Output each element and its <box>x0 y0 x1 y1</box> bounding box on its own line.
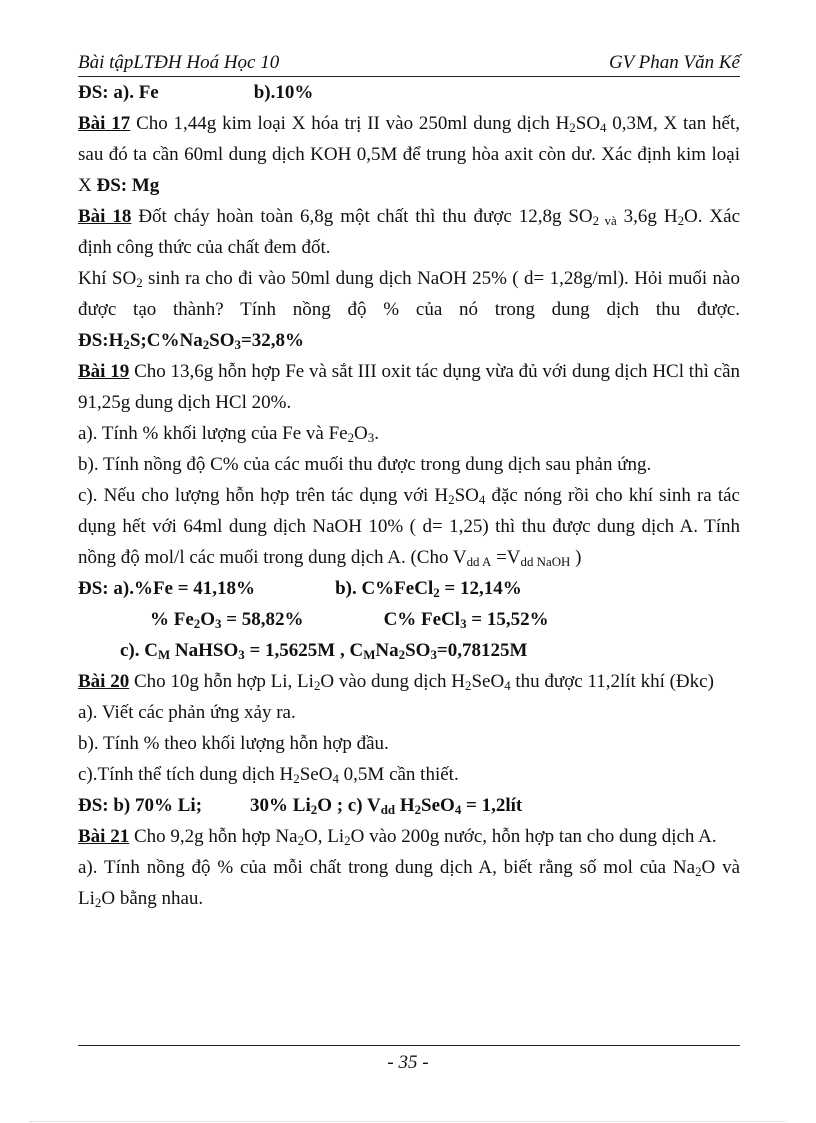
exercise-18: Bài 18 Đốt cháy hoàn toàn 6,8g một chất thì thu được 12,8g $SO_{2 và}$ 3,6g $H_2O$. Xác định công thức của chất đem đốt. <box>78 206 741 258</box>
exercise-20-b: b). Tính % theo khối lượng hỗn hợp đầu. <box>78 733 389 754</box>
exercise-title: Bài 18 <box>78 206 132 227</box>
exercise-19-b: b). Tính nồng độ C% của các muối thu được trong dung dịch sau phản ứng. <box>78 454 652 475</box>
exercise-title: Bài 21 <box>78 826 130 847</box>
exercise-21: Bài 21 Cho 9,2g hỗn hợp $Na_2O$, $Li_2O$ vào 200g nước, hỗn hợp tan cho dung dịch A. <box>78 826 717 849</box>
header-title: Bài tậpLTĐH Hoá Học 10 <box>78 52 280 73</box>
page-number: - 35 - <box>387 1052 429 1073</box>
exercise-19-a: a). Tính % khối lượng của Fe và $Fe_2O_3$. <box>78 423 379 446</box>
page-content <box>78 77 740 914</box>
exercise-21-a: a). Tính nồng độ % của mỗi chất trong dung dịch A, biết rằng số mol của $Na_2O$ và $Li_2O$ bằng nhau. <box>78 857 741 911</box>
exercise-title: Bài 17 <box>78 113 131 134</box>
exercise-title: Bài 19 <box>78 361 130 382</box>
exercise-19-answer-1: ĐS: a).%Fe = 41,18% b). C%FeCl$_2$ = 12,14% <box>78 578 522 601</box>
answer-line-prev: ĐS: a). Fe b).10% <box>78 82 314 103</box>
document-page <box>78 52 740 914</box>
exercise-18-part2: Khí $SO_2$ sinh ra cho đi vào 50ml dung dịch NaOH 25% ( d= 1,28g/ml). Hỏi muối nào được tạo thành? Tính nồng độ % của nó trong dung dịch thu được. $ĐS:H_2S;C\%Na_2SO_3=32,8\%$ <box>78 268 740 353</box>
exercise-20: Bài 20 Cho 10g hỗn hợp Li, $Li_2O$ vào dung dịch $H_2SeO_4$ thu được 11,2lít khí (Đkc) <box>78 671 714 694</box>
exercise-20-a: a). Viết các phản ứng xảy ra. <box>78 702 296 723</box>
exercise-19-answer-2: % $Fe_2O_3 = 58,82\%$ C% FeCl$_3$ = 15,52% <box>150 609 549 632</box>
exercise-title: Bài 20 <box>78 671 130 692</box>
page-header <box>78 52 740 77</box>
answer: $ĐS:H_2S;C\%Na_2SO_3=32,8\%$ <box>78 330 305 353</box>
answer: ĐS: Mg <box>96 175 160 196</box>
page-edge <box>30 1121 786 1122</box>
exercise-19-answer-3: c). $C_M$ NaHSO$_3$ = 1,5625M , $C_MNa_2SO_3=0,78125M$ <box>120 640 528 663</box>
exercise-19-c: c). Nếu cho lượng hỗn hợp trên tác dụng với $H_2SO_4$ đặc nóng rồi cho khí sinh ra tác dụng hết với 64ml dung dịch NaOH 10% ( d= 1,25) thì thu được dung dịch A. Tính nồng độ mol/l các muối trong dung dịch A. (Cho $V_{dd A} =V_{dd NaOH}$ ) <box>78 485 740 570</box>
header-author: GV Phan Văn Kế <box>608 52 740 73</box>
exercise-19: Bài 19 Cho 13,6g hỗn hợp Fe và sắt III oxit tác dụng vừa đủ với dung dịch HCl thì cần 91,25g dung dịch HCl 20%. <box>78 361 741 413</box>
exercise-20-answer: ĐS: b) 70% Li; 30% $Li_2O$ ; c) $V_{dd}$ $H_2SeO_4$ = 1,2lít <box>78 795 523 818</box>
exercise-17: Bài 17 Cho 1,44g kim loại X hóa trị II vào 250ml dung dịch $H_2SO_4$ 0,3M, X tan hết, sau đó ta cần 60ml dung dịch KOH 0,5M để trung hòa axit còn dư. Xác định kim loại X ĐS: Mg <box>78 113 741 196</box>
footer-divider <box>78 1045 740 1046</box>
exercise-20-c: c).Tính thể tích dung dịch $H_2SeO_4$ 0,5M cần thiết. <box>78 764 459 787</box>
